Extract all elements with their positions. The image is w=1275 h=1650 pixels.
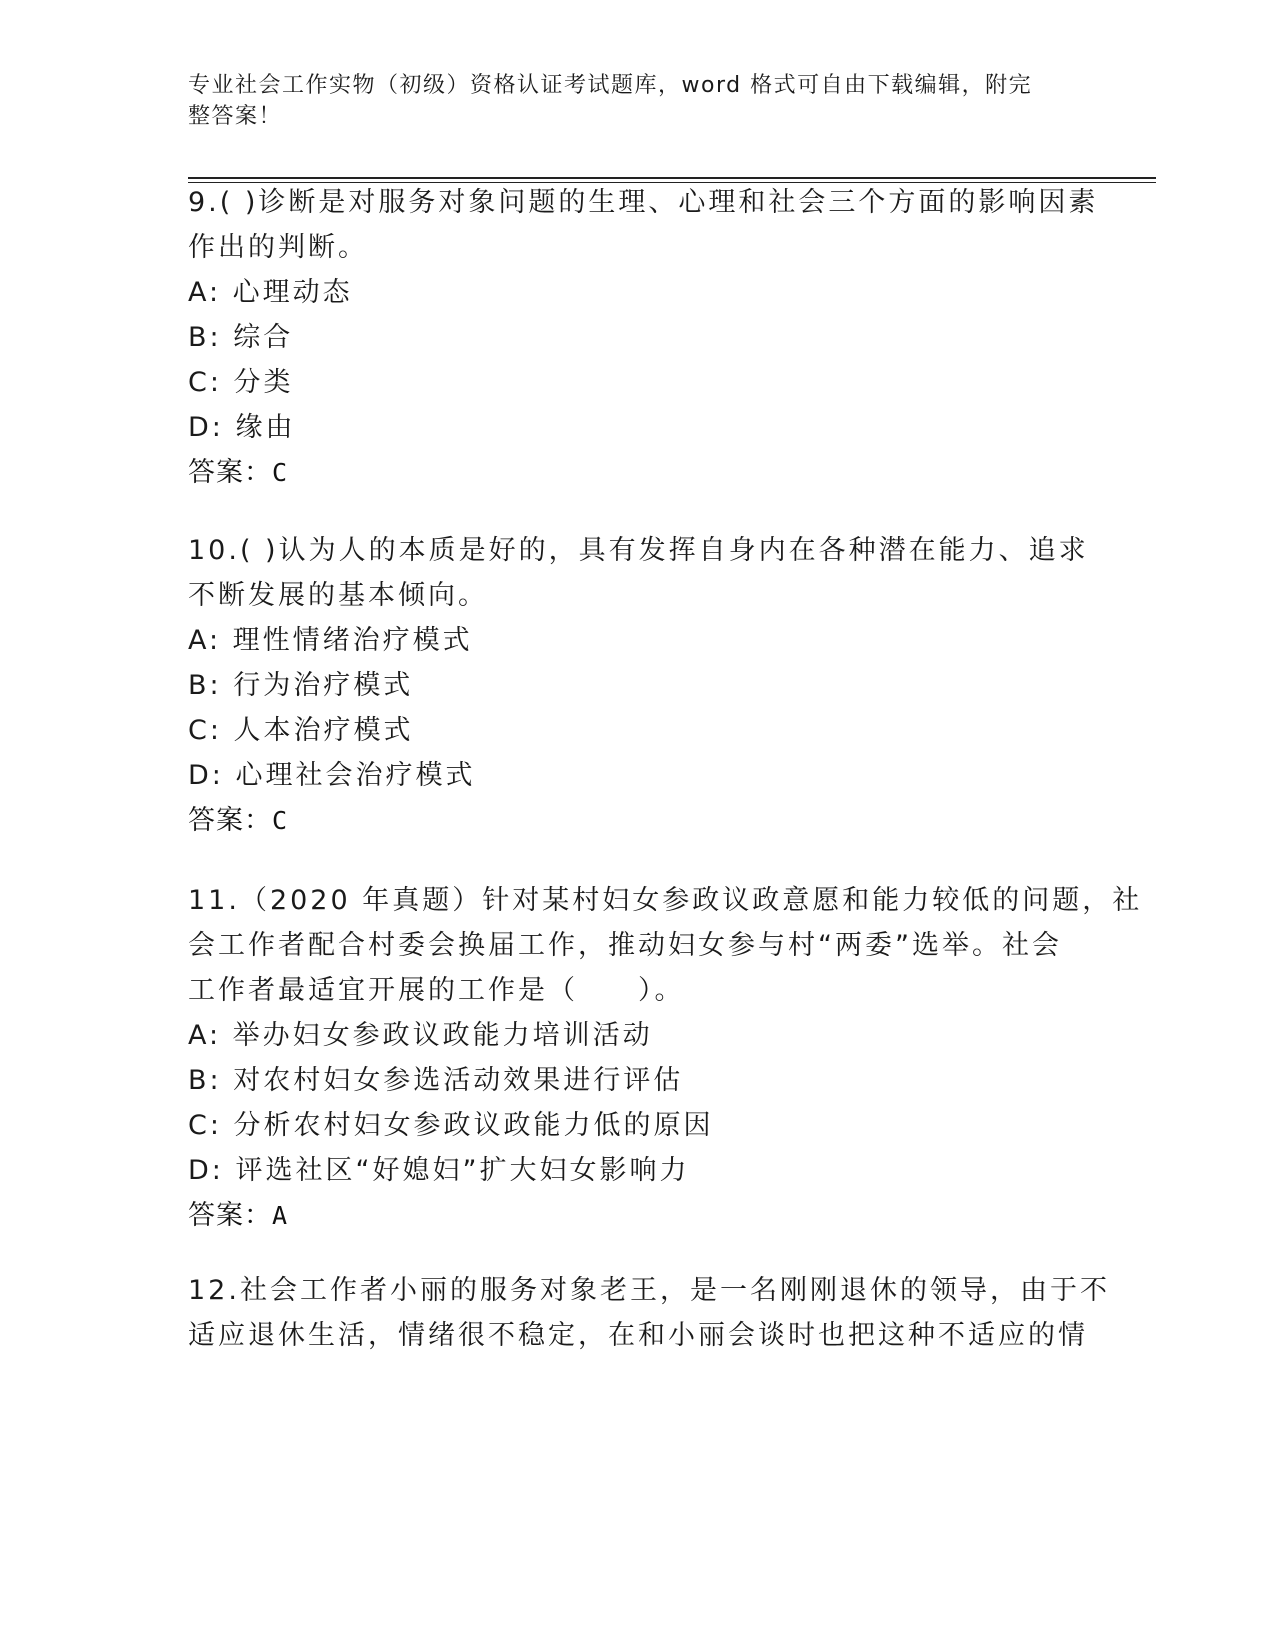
question-text-line: 不断发展的基本倾向。 xyxy=(188,580,488,611)
question-text-line: 12.社会工作者小丽的服务对象老王，是一名刚刚退休的领导，由于不 xyxy=(188,1275,1110,1306)
option-a: A: 心理动态 xyxy=(188,277,353,308)
answer-label: 答案： xyxy=(188,805,272,836)
answer-value: C xyxy=(272,458,289,487)
question-10 xyxy=(188,528,1088,843)
answer-label: 答案： xyxy=(188,457,272,488)
question-9 xyxy=(188,180,1099,495)
question-text-line: 9.( )诊断是对服务对象问题的生理、心理和社会三个方面的影响因素 xyxy=(188,187,1099,218)
answer-value: C xyxy=(272,806,289,835)
question-12 xyxy=(188,1268,1110,1358)
question-text-line: 工作者最适宜开展的工作是（ ）。 xyxy=(188,975,685,1006)
question-text-line: 会工作者配合村委会换届工作，推动妇女参与村“两委”选举。社会 xyxy=(188,930,1062,961)
option-b: B: 对农村妇女参选活动效果进行评估 xyxy=(188,1065,684,1096)
question-text-line: 适应退休生活，情绪很不稳定，在和小丽会谈时也把这种不适应的情 xyxy=(188,1320,1088,1351)
answer-line xyxy=(188,1193,1088,1238)
option-a: A: 举办妇女参政议政能力培训活动 xyxy=(188,1020,653,1051)
option-b: B: 行为治疗模式 xyxy=(188,670,414,701)
option-c: C: 分析农村妇女参政议政能力低的原因 xyxy=(188,1110,714,1141)
option-d: D: 心理社会治疗模式 xyxy=(188,760,476,791)
option-c: C: 人本治疗模式 xyxy=(188,715,414,746)
answer-line xyxy=(188,450,1088,495)
option-b: B: 综合 xyxy=(188,322,294,353)
header-divider-thick xyxy=(188,177,1156,179)
answer-label: 答案： xyxy=(188,1200,272,1231)
option-a: A: 理性情绪治疗模式 xyxy=(188,625,473,656)
question-text-line: 作出的判断。 xyxy=(188,232,368,263)
question-text-line: 10.( )认为人的本质是好的，具有发挥自身内在各种潜在能力、追求 xyxy=(188,535,1089,566)
header-line-2: 整答案！ xyxy=(188,104,283,129)
answer-value: A xyxy=(272,1201,289,1230)
header-line-1: 专业社会工作实物（初级）资格认证考试题库，word 格式可自由下载编辑，附完 xyxy=(188,73,1033,98)
option-d: D: 评选社区“好媳妇”扩大妇女影响力 xyxy=(188,1155,690,1186)
option-c: C: 分类 xyxy=(188,367,294,398)
question-11 xyxy=(188,878,1143,1238)
answer-line xyxy=(188,798,1088,843)
option-d: D: 缘由 xyxy=(188,412,296,443)
question-text-line: 11.（2020 年真题）针对某村妇女参政议政意愿和能力较低的问题，社 xyxy=(188,885,1143,916)
document-header xyxy=(188,70,1088,132)
